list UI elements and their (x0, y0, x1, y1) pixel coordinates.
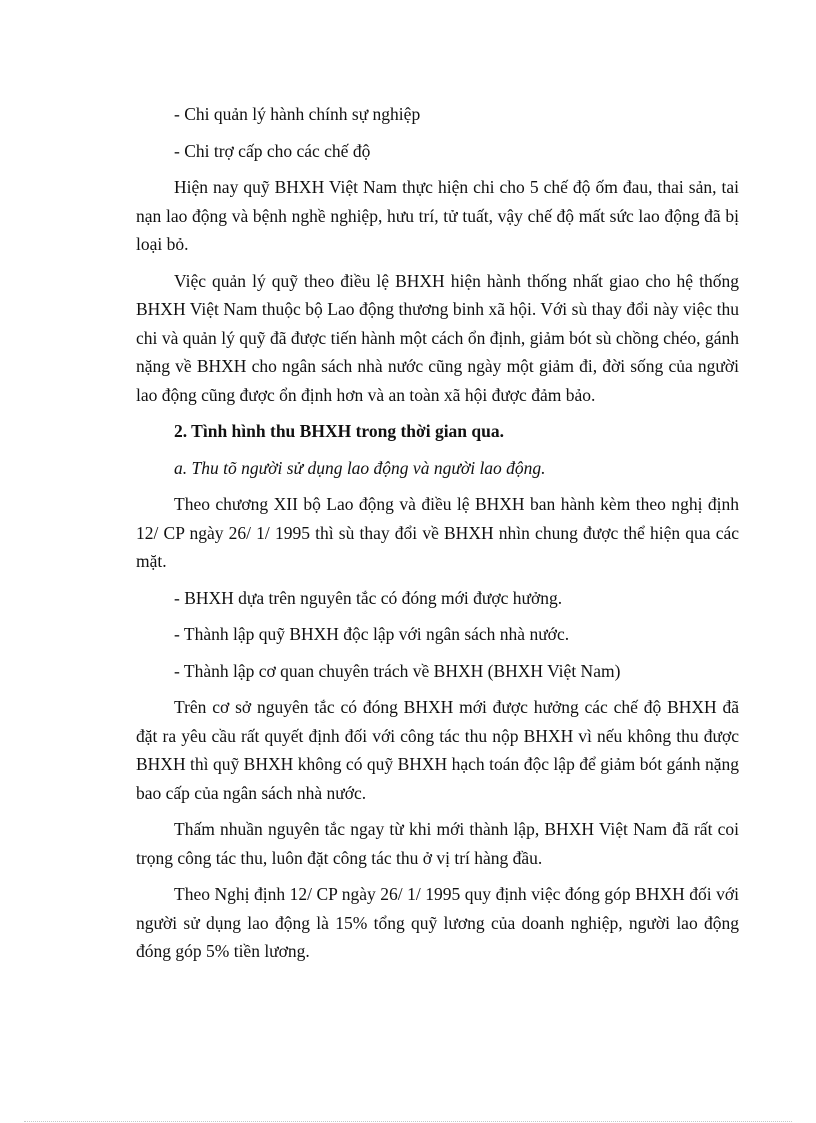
list-item: - Chi quản lý hành chính sự nghiệp (174, 104, 421, 124)
list-item: - Thành lập quỹ BHXH độc lập với ngân sách nhà nước. (174, 624, 570, 644)
page-bottom-divider (24, 1121, 792, 1122)
body-paragraph: Theo Nghị định 12/ CP ngày 26/ 1/ 1995 quy định việc đóng góp BHXH đối với người sử dụng lao động là 15% tổng quỹ lương của doanh nghiệp, người lao động đóng góp 5% tiền lương. (136, 884, 739, 961)
section-heading: 2. Tình hình thu BHXH trong thời gian qua. (174, 421, 505, 441)
list-item: - Chi trợ cấp cho các chế độ (174, 140, 371, 161)
document-page (136, 100, 739, 974)
list-item: - BHXH dựa trên nguyên tắc có đóng mới được hưởng. (174, 587, 563, 608)
subsection-heading: a. Thu tõ người sử dụng lao động và người lao động. (174, 457, 546, 478)
body-paragraph: Thấm nhuần nguyên tắc ngay từ khi mới thành lập, BHXH Việt Nam đã rất coi trọng công tác thu, luôn đặt công tác thu ở vị trí hàng đầu. (136, 819, 739, 868)
body-paragraph: Hiện nay quỹ BHXH Việt Nam thực hiện chi cho 5 chế độ ốm đau, thai sản, tai nạn lao động và bệnh nghề nghiệp, hưu trí, tử tuất, vậy chế độ mất sức lao động đã bị loại bỏ. (136, 177, 739, 254)
body-paragraph: Trên cơ sở nguyên tắc có đóng BHXH mới được hưởng các chế độ BHXH đã đặt ra yêu cầu rất quyết định đối với công tác thu nộp BHXH vì nếu không thu được BHXH thì quỹ BHXH không có quỹ BHXH hạch toán độc lập để giảm bót gánh nặng bao cấp của ngân sách nhà nước. (136, 697, 739, 803)
list-item: - Thành lập cơ quan chuyên trách về BHXH (BHXH Việt Nam) (174, 660, 621, 681)
body-paragraph: Việc quản lý quỹ theo điều lệ BHXH hiện hành thống nhất giao cho hệ thống BHXH Việt Nam thuộc bộ Lao động thương binh xã hội. Với sù thay đổi này việc thu chi và quản lý quỹ đã được tiến hành một cách ổn định, giảm bót sù chồng chéo, gánh nặng về BHXH cho ngân sách nhà nước cũng ngày một giảm đi, đời sống của người lao động cũng được ổn định hơn và an toàn xã hội được đảm bảo. (136, 270, 739, 405)
body-paragraph: Theo chương XII bộ Lao động và điều lệ BHXH ban hành kèm theo nghị định 12/ CP ngày 26/ 1/ 1995 thì sù thay đổi về BHXH nhìn chung được thể hiện qua các mặt. (136, 494, 739, 571)
